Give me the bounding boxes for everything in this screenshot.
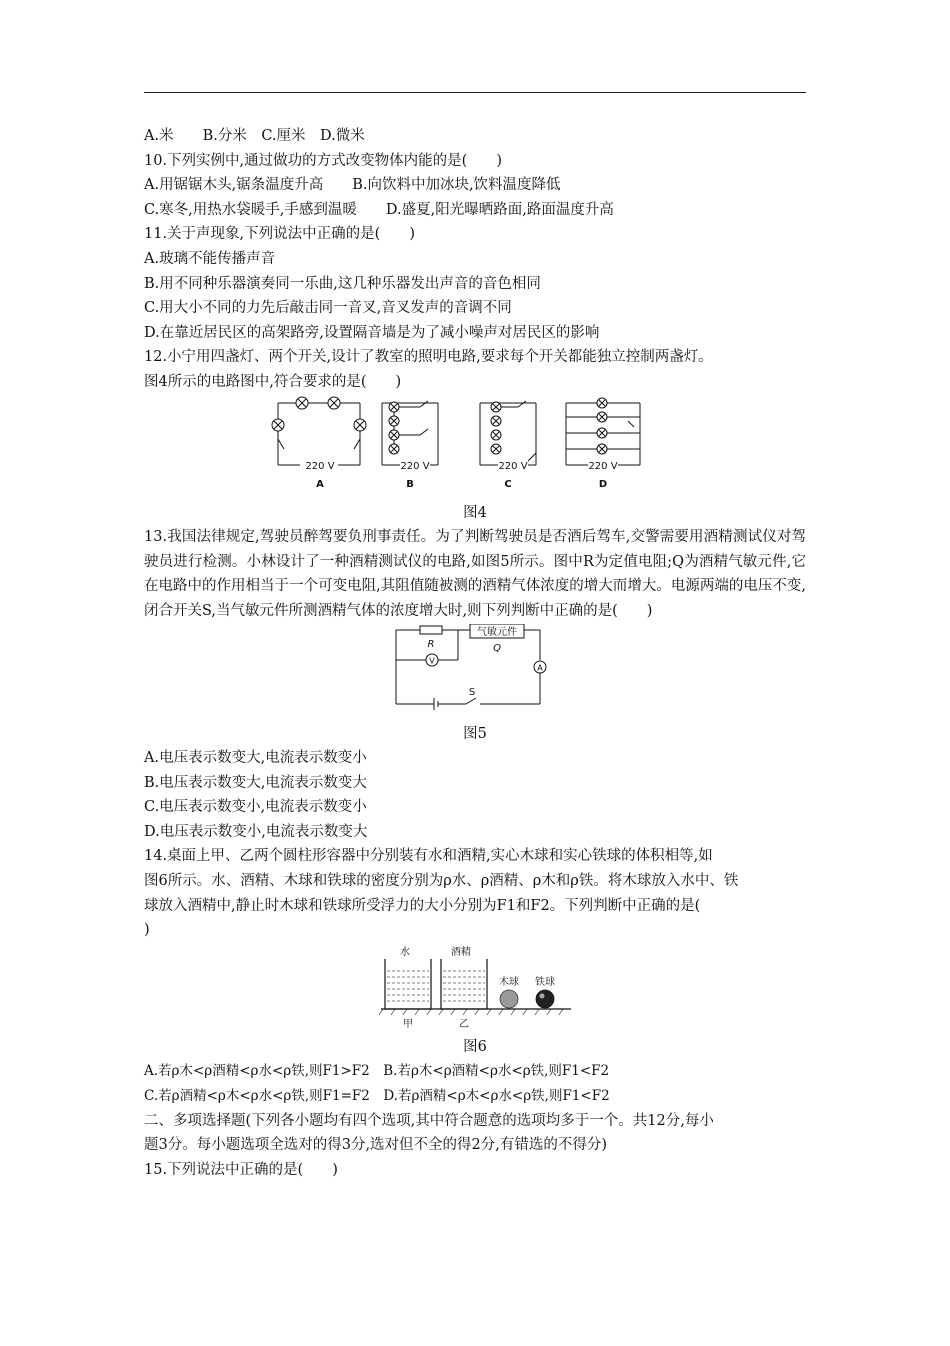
- resistor-r-label: R: [427, 638, 435, 650]
- figure-6-caption: 图6: [463, 1038, 487, 1055]
- figure-4-caption: 图4: [463, 504, 487, 521]
- wood-ball: [500, 990, 518, 1008]
- figure-5-caption: 图5: [463, 725, 487, 742]
- q13-option-b: B.电压表示数变大,电流表示数变大: [144, 774, 367, 791]
- circuit-d-label: D: [598, 478, 608, 490]
- figure-6: [144, 943, 806, 1060]
- q9-options: A.米 B.分米 C.厘米 D.微米: [144, 128, 365, 144]
- switch-s-label: S: [468, 686, 476, 698]
- q13-option-c: C.电压表示数变小,电流表示数变小: [144, 799, 367, 816]
- q13-option-a: A.电压表示数变大,电流表示数变小: [144, 750, 367, 767]
- q14-stem-line2: 图6所示。水、酒精、木球和铁球的密度分别为ρ水、ρ酒精、ρ木和ρ铁。将木球放入水中、铁: [144, 873, 739, 890]
- q10-options-ab: A.用锯锯木头,锯条温度升高 B.向饮料中加冰块,饮料温度降低: [144, 177, 561, 194]
- circuit-a: [272, 397, 366, 465]
- container-jia-label: 甲: [403, 1018, 413, 1029]
- iron-ball: [536, 990, 554, 1008]
- figure-4-circuits: [270, 395, 680, 493]
- q11-stem: 11.关于声现象,下列说法中正确的是( ): [144, 226, 415, 243]
- q14-stem-line1: 14.桌面上甲、乙两个圆柱形容器中分别装有水和酒精,实心木球和实心铁球的体积相等,如: [144, 848, 713, 865]
- q10-stem: 10.下列实例中,通过做功的方式改变物体内能的是( ): [144, 152, 502, 169]
- section2-heading-line2: 题3分。每小题选项全选对的得3分,选对但不全的得2分,有错选的不得分): [144, 1137, 608, 1154]
- circuit-c-label: C: [504, 478, 512, 490]
- circuit-d: [566, 398, 640, 465]
- circuit-c: [480, 401, 536, 465]
- circuit-b: [382, 401, 438, 465]
- circuit-c-voltage: 220 V: [498, 460, 528, 472]
- circuit-a-voltage: 220 V: [305, 460, 335, 472]
- q11-option-c: C.用大小不同的力先后敲击同一音叉,音叉发声的音调不同: [144, 300, 512, 317]
- alcohol-label: 酒精: [451, 946, 471, 958]
- header-rule: [144, 92, 806, 93]
- figure-6-containers: [375, 943, 575, 1029]
- figure-5-circuit: [390, 624, 560, 716]
- ammeter-label: A: [537, 663, 543, 672]
- q14-stem-line4: ): [144, 922, 150, 939]
- document-body: [144, 124, 806, 1182]
- figure-5: [144, 624, 806, 747]
- q13-stem: 13.我国法律规定,驾驶员醉驾要负刑事责任。为了判断驾驶员是否酒后驾车,交警需要用酒精测试仪对驾驶员进行检测。小林设计了一种酒精测试仪的电路,如图5所示。图中R为定值电阻;Q为酒精气敏元件,它在电路中的作用相当于一个可变电阻,其阻值随被测的酒精气体浓度的增大而增大。电源两端的电压不变,闭合开关S,当气敏元件所测酒精气体的浓度增大时,则下列判断中正确的是( ): [144, 529, 806, 619]
- wood-ball-label: 木球: [499, 976, 519, 988]
- water-label: 水: [400, 946, 410, 958]
- circuit-d-voltage: 220 V: [588, 460, 618, 472]
- q14-options-ab: A.若ρ木<ρ酒精<ρ水<ρ铁,则F1>F2 B.若ρ木<ρ酒精<ρ水<ρ铁,则F1<F2: [144, 1063, 610, 1080]
- circuit-b-voltage: 220 V: [400, 460, 430, 472]
- q14-options-cd: C.若ρ酒精<ρ木<ρ水<ρ铁,则F1=F2 D.若ρ酒精<ρ木<ρ水<ρ铁,则F1<F2: [144, 1088, 610, 1105]
- q10-options-cd: C.寒冬,用热水袋暖手,手感到温暖 D.盛夏,阳光曝晒路面,路面温度升高: [144, 201, 614, 218]
- q14-stem-line3: 球放入酒精中,静止时木球和铁球所受浮力的大小分别为F1和F2。下列判断中正确的是(: [144, 897, 701, 914]
- figure-4: [144, 395, 806, 526]
- q12-stem-line2: 图4所示的电路图中,符合要求的是( ): [144, 373, 402, 390]
- q11-option-d: D.在靠近居民区的高架路旁,设置隔音墙是为了减小噪声对居民区的影响: [144, 324, 600, 341]
- gas-sensor-label: 气敏元件: [477, 626, 517, 638]
- sensor-q-label: Q: [493, 642, 501, 654]
- q12-stem-line1: 12.小宁用四盏灯、两个开关,设计了教室的照明电路,要求每个开关都能独立控制两盏灯。: [144, 349, 713, 366]
- voltmeter-label: V: [429, 656, 435, 665]
- iron-ball-label: 铁球: [535, 976, 555, 988]
- container-yi-label: 乙: [459, 1018, 469, 1029]
- circuit-b-label: B: [406, 478, 414, 490]
- q11-option-a: A.玻璃不能传播声音: [144, 250, 276, 267]
- circuit-a-label: A: [316, 478, 324, 490]
- q11-option-b: B.用不同种乐器演奏同一乐曲,这几种乐器发出声音的音色相同: [144, 275, 541, 292]
- q15-stem: 15.下列说法中正确的是( ): [144, 1161, 338, 1178]
- q13-option-d: D.电压表示数变小,电流表示数变大: [144, 823, 368, 840]
- section2-heading-line1: 二、多项选择题(下列各小题均有四个选项,其中符合题意的选项均多于一个。共12分,每小: [144, 1112, 714, 1129]
